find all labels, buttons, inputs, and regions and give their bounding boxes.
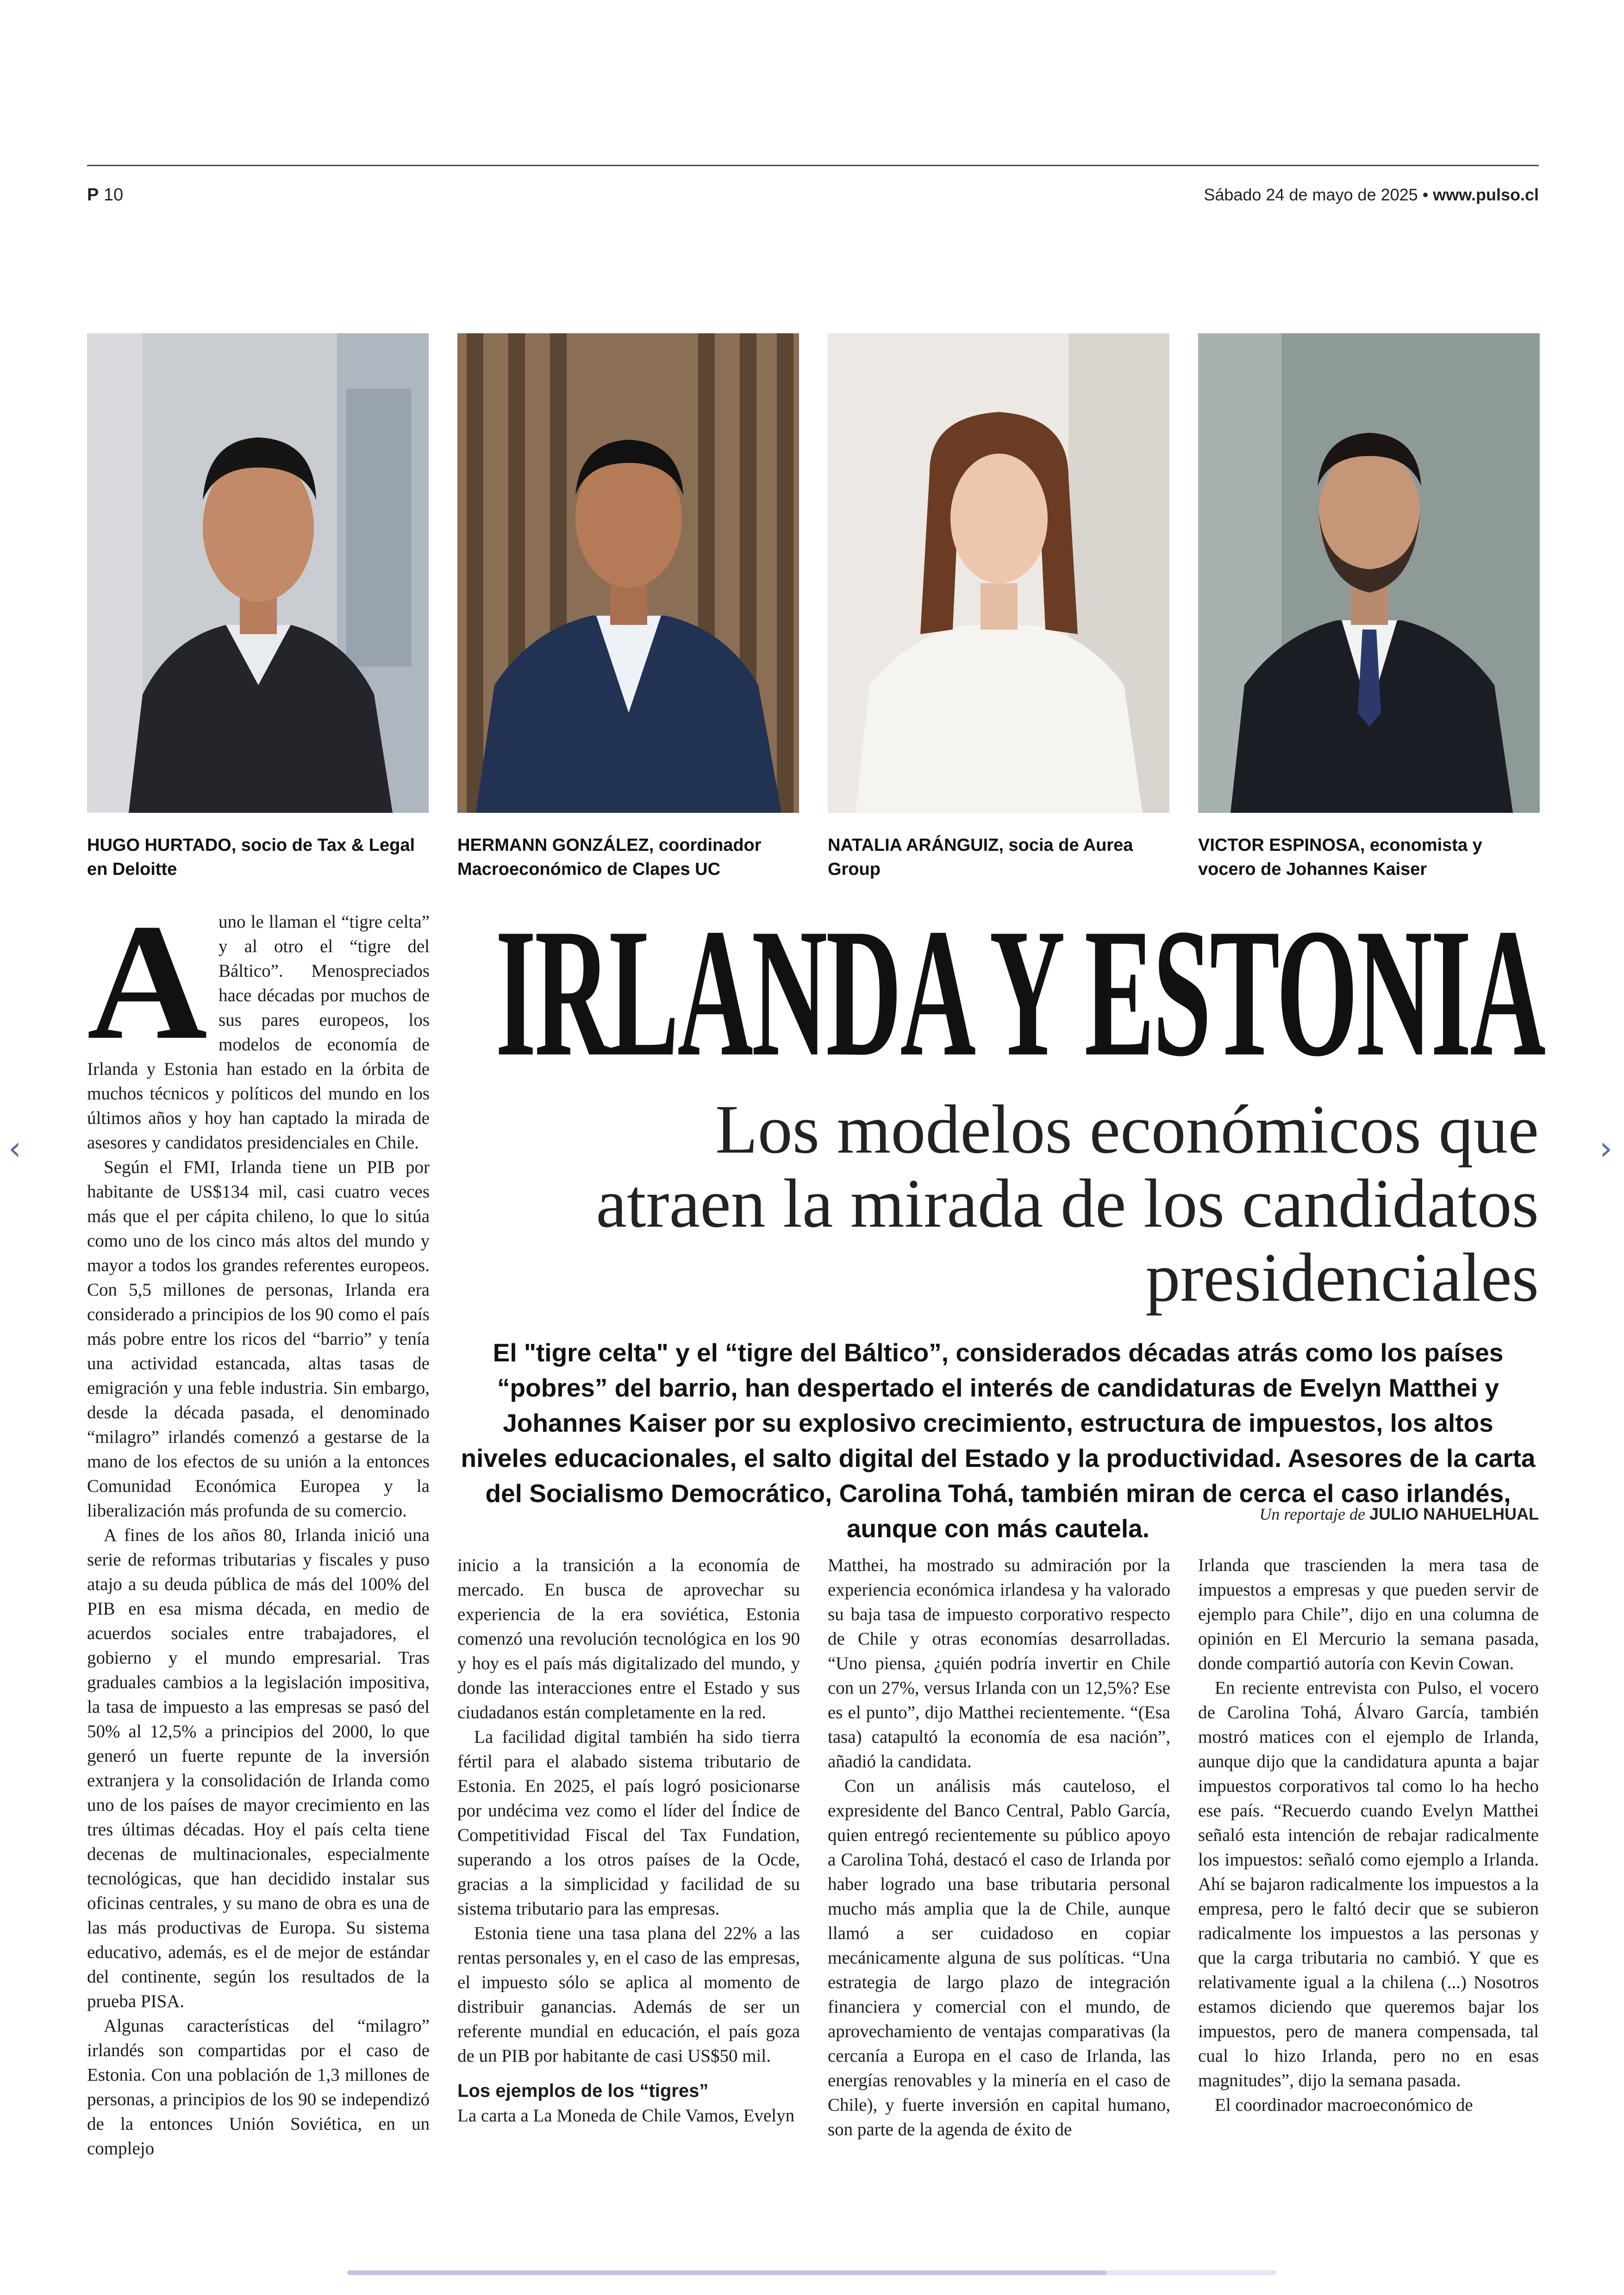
article-column-4 [1198, 1553, 1539, 2117]
article-column-2 [457, 1553, 800, 2128]
article-lead: El "tigre celta" y el “tigre del Báltico”, considerados décadas atrás como los países “pobres” del barrio, han despertado el interés de candidaturas de Evelyn Matthei y Johannes Kaiser por su explosivo crecimiento, estructura de impuestos, los altos niveles educacionales, el salto digital del Estado y la productividad. Asesores de la carta del Socialismo Democrático, Carolina Tohá, también miran de cerca el caso irlandés, aunque con más cautela. [461, 1338, 1536, 1543]
article-column-3 [828, 1553, 1170, 2142]
portrait-hermann-gonzalez [457, 333, 799, 813]
article-byline [1259, 1504, 1539, 1524]
caption-hermann-gonzalez [457, 833, 799, 881]
previous-page-arrow-icon[interactable]: ‹ [8, 1129, 21, 1167]
article-column-1 [87, 889, 430, 2161]
caption-name: VICTOR ESPINOSA [1198, 836, 1360, 855]
page-letter: P [87, 185, 99, 205]
issue-date: Sábado 24 de mayo de 2025 [1204, 185, 1418, 204]
paragraph: Algunas características del “milagro” irlandés son compartidas por el caso de Estonia. Con una población de 1,3 millones de personas, a principios de los 90 se independizó de la entonces Unión Soviética, en un complejo [87, 2016, 430, 2158]
caption-name: HUGO HURTADO [87, 836, 231, 855]
paragraph: Irlanda que trascienden la mera tasa de impuestos a empresas y que pueden servir de ejemplo para Chile”, dijo en una columna de opinión en El Mercurio la semana pasada, donde compartió autoría con Kevin Cowan. [1198, 1555, 1539, 1673]
caption-role: , socia de Aurea Group [828, 836, 1133, 879]
byline-author: JULIO NAHUELHUAL [1369, 1504, 1539, 1523]
paragraph: Estonia tiene una tasa plana del 22% a las rentas personales y, en el caso de las empresas, el impuesto sólo se aplica al momento de distribuir ganancias. Además de ser un referente mundial en educación, el país goza de un PIB por habitante de casi US$50 mil. [457, 1923, 800, 2066]
paragraph: Con un análisis más cauteloso, el expresidente del Banco Central, Pablo García, quien entregó recientemente su público apoyo a Carolina Tohá, destacó el caso de Irlanda por haber logrado una base tributaria personal mucho más amplia que la de Chile, aunque llamó a ser cuidadoso en copiar mecánicamente alguna de sus políticas. “Una estrategia de largo plazo de integración financiera y comercial con el mundo, de aprovechamiento de ventajas comparativas (la cercanía a Europa en el caso de Irlanda, las energías renovables y la minería en el caso de Chile), y fuerte inversión en capital humano, son parte de la agenda de éxito de [828, 1776, 1170, 2139]
portrait-hugo-hurtado [87, 333, 429, 813]
caption-natalia-aranguiz [828, 833, 1169, 881]
paragraph: A fines de los años 80, Irlanda inició una serie de reformas tributarias y fiscales y puso atajo a su deuda pública de más del 100% del PIB en esa misma década, en medio de acuerdos sociales entre trabajadores, el gobierno y el mundo empresarial. Tras graduales cambios a la legislación impositiva, la tasa de impuesto a las empresas se pasó del 50% al 12,5% a principios del 2000, lo que generó un fuerte repunte de la inversión extranjera y la consolidación de Irlanda como uno de los países de mayor crecimiento en las tres últimas décadas. Hoy el país celta tiene decenas de multinacionales, especialmente tecnológicas, que han decidido instalar sus oficinas centrales, y su mano de obra es una de las más productivas de Europa. Su sistema educativo, además, es el de mejor de estándar del continente, según los resultados de la prueba PISA. [87, 1525, 430, 2011]
paragraph: Matthei, ha mostrado su admiración por la experiencia económica irlandesa y ha valorado su baja tasa de impuesto corporativo respecto de Chile y otras economías desarrolladas. “Uno piensa, ¿quién podría invertir en Chile con un 27%, versus Irlanda con un 12,5%? Ese es el punto”, dijo Matthei recientemente. “(Esa tasa) catapultó la economía de esa nación”, añadió la candidata. [828, 1555, 1170, 1771]
paragraph: El coordinador macroeconómico de [1215, 2095, 1473, 2115]
caption-hugo-hurtado [87, 833, 429, 881]
scrollbar-thumb[interactable] [347, 2270, 1106, 2275]
next-page-arrow-icon[interactable]: › [1599, 1129, 1612, 1167]
caption-victor-espinosa [1198, 833, 1540, 881]
paragraph: Según el FMI, Irlanda tiene un PIB por habitante de US$134 mil, casi cuatro veces más que el per cápita chileno, lo que lo sitúa como uno de los cinco más altos del mundo y mayor a todos los grandes referentes europeos. Con 5,5 millones de personas, Irlanda era considerado a principios de los 90 como el país más pobre entre los ricos del “barrio” y tenía una actividad estancada, altas tasas de emigración y una feble industria. Sin embargo, desde la década pasada, el denominado “milagro” irlandés comenzó a gestarse de la mano de los efectos de su unión a la entonces Comunidad Económica Europea y la liberalización más profunda de su comercio. [87, 1157, 430, 1521]
paragraph: La facilidad digital también ha sido tierra fértil para el alabado sistema tributario de Estonia. En 2025, el país logró posicionarse por undécima vez como el líder del Índice de Competitividad Fiscal del Tax Fundation, superando a los otros países de la Ocde, gracias a la simplicidad y facilidad de su sistema tributario para las empresas. [457, 1727, 800, 1919]
caption-role: , coordinador Macroeconómico de Clapes UC [457, 836, 762, 879]
byline-prefix: Un reportaje de [1259, 1505, 1369, 1523]
header-rule [87, 165, 1539, 166]
paragraph: inicio a la transición a la economía de mercado. En busca de aprovechar su experiencia de la era soviética, Estonia comenzó una revolución tecnológica en los 90 y hoy es el país más digitalizado del mundo, y donde las interacciones entre el Estado y sus ciudadanos están completamente en la red. [457, 1555, 800, 1722]
page-number-value: 10 [103, 185, 124, 205]
article-subheadline: Los modelos económicos que atraen la mirada de los candidatos presidenciales [596, 1091, 1539, 1316]
drop-cap: A [87, 889, 207, 1074]
issue-date-line [1204, 185, 1539, 205]
page-number [87, 185, 123, 205]
paragraph: La carta a La Moneda de Chile Vamos, Evelyn [457, 2106, 795, 2126]
site-url: www.pulso.cl [1433, 185, 1539, 204]
portrait-natalia-aranguiz [828, 333, 1169, 813]
article-headline: IRLANDA Y ESTONIA [495, 891, 1544, 1095]
caption-role: , socio de Tax & Legal en Deloitte [87, 836, 415, 879]
caption-name: HERMANN GONZÁLEZ [457, 836, 649, 855]
caption-name: NATALIA ARÁNGUIZ [828, 836, 999, 855]
date-separator: • [1418, 185, 1433, 204]
paragraph: uno le llaman el “tigre celta” y al otro el “tigre del Báltico”. Menospreciados hace décadas por muchos de sus pares europeos, los modelos de economía de Irlanda y Estonia han estado en la órbita de muchos técnicos y políticos del mundo en los últimos años y hoy han captado la mirada de asesores y candidatos presidenciales en Chile. [87, 912, 430, 1153]
paragraph: En reciente entrevista con Pulso, el vocero de Carolina Tohá, Álvaro García, también mostró matices con el ejemplo de Irlanda, aunque dijo que la candidatura apunta a bajar impuestos corporativos tal como lo ha hecho ese país. “Recuerdo cuando Evelyn Matthei señaló esta intención de rebajar radicalmente los impuestos: señaló como ejemplo a Irlanda. Ahí se bajaron radicalmente los impuestos a la empresa, pero le faltó decir que se subieron radicalmente los impuestos a las personas y que la carga tributaria no cambió. Y que es relativamente igual a la chilena (...) Nosotros estamos diciendo que queremos bajar los impuestos, pero de manera compensada, tal cual lo hizo Irlanda, pero no en esas magnitudes”, dijo la semana pasada. [1198, 1678, 1539, 2090]
caption-role: , economista y vocero de Johannes Kaiser [1198, 836, 1482, 879]
section-subheading: Los ejemplos de los “tigres” [457, 2081, 709, 2101]
portrait-victor-espinosa [1198, 333, 1540, 813]
